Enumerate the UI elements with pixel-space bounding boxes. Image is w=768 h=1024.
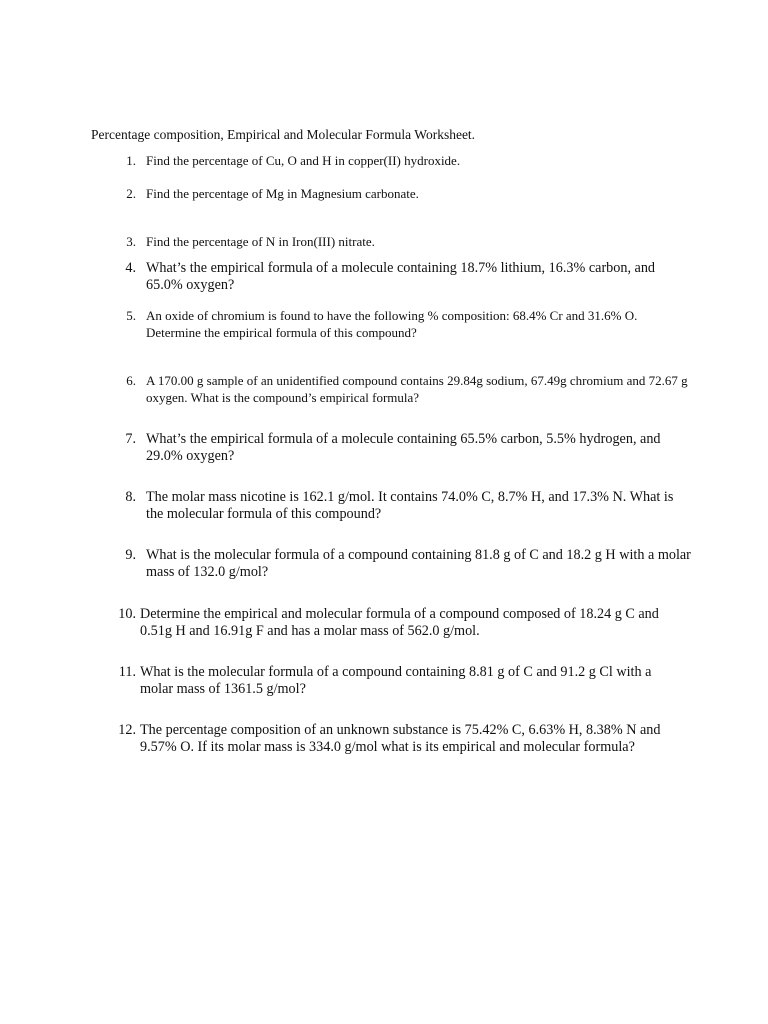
question-text: An oxide of chromium is found to have the following % composition: 68.4% Cr and 31.6% O. Determine the empirical formula of this compound? (146, 308, 638, 340)
question-9 (111, 547, 691, 581)
question-number: 7. (125, 431, 136, 447)
worksheet-title: Percentage composition, Empirical and Molecular Formula Worksheet. (91, 127, 476, 142)
question-number: 4. (125, 260, 136, 276)
question-10 (111, 606, 691, 640)
question-text: The molar mass nicotine is 162.1 g/mol. It contains 74.0% C, 8.7% H, and 17.3% N. What is the molecular formula of this compound? (146, 489, 674, 522)
question-number: 9. (125, 547, 136, 563)
question-text: Determine the empirical and molecular formula of a compound composed of 18.24 g C and 0.51g H and 16.91g F and has a molar mass of 562.0 g/mol. (140, 606, 659, 639)
question-text: What is the molecular formula of a compound containing 81.8 g of C and 18.2 g H with a molar mass of 132.0 g/mol? (146, 547, 691, 580)
question-number: 3. (126, 234, 136, 249)
question-number: 6. (126, 373, 136, 388)
question-number: 5. (126, 308, 136, 323)
question-number: 12. (118, 722, 136, 738)
question-7 (111, 431, 691, 465)
question-text: A 170.00 g sample of an unidentified compound contains 29.84g sodium, 67.49g chromium and 72.67 g oxygen. What is the compound’s empirical formula? (146, 373, 688, 405)
question-number: 10. (118, 606, 136, 622)
question-12 (111, 722, 691, 756)
question-text: Find the percentage of Mg in Magnesium carbonate. (146, 186, 419, 201)
question-text: Find the percentage of N in Iron(III) nitrate. (146, 234, 375, 249)
question-1 (111, 153, 691, 170)
question-11 (111, 664, 691, 698)
question-6 (111, 373, 691, 406)
question-number: 8. (125, 489, 136, 505)
question-text: What’s the empirical formula of a molecule containing 18.7% lithium, 16.3% carbon, and 65.0% oxygen? (146, 260, 656, 293)
question-2 (111, 186, 691, 203)
question-4 (111, 260, 691, 294)
question-3 (111, 234, 691, 251)
question-text: The percentage composition of an unknown substance is 75.42% C, 6.63% H, 8.38% N and 9.57% O. If its molar mass is 334.0 g/mol what is its empirical and molecular formula? (140, 722, 661, 755)
question-text: What is the molecular formula of a compound containing 8.81 g of C and 91.2 g Cl with a molar mass of 1361.5 g/mol? (140, 664, 652, 697)
question-text: What’s the empirical formula of a molecule containing 65.5% carbon, 5.5% hydrogen, and 29.0% oxygen? (146, 431, 661, 464)
question-text: Find the percentage of Cu, O and H in copper(II) hydroxide. (146, 153, 461, 168)
question-8 (111, 489, 691, 523)
question-number: 1. (126, 153, 136, 168)
question-number: 2. (126, 186, 136, 201)
question-number: 11. (118, 664, 136, 680)
question-5 (111, 308, 691, 341)
